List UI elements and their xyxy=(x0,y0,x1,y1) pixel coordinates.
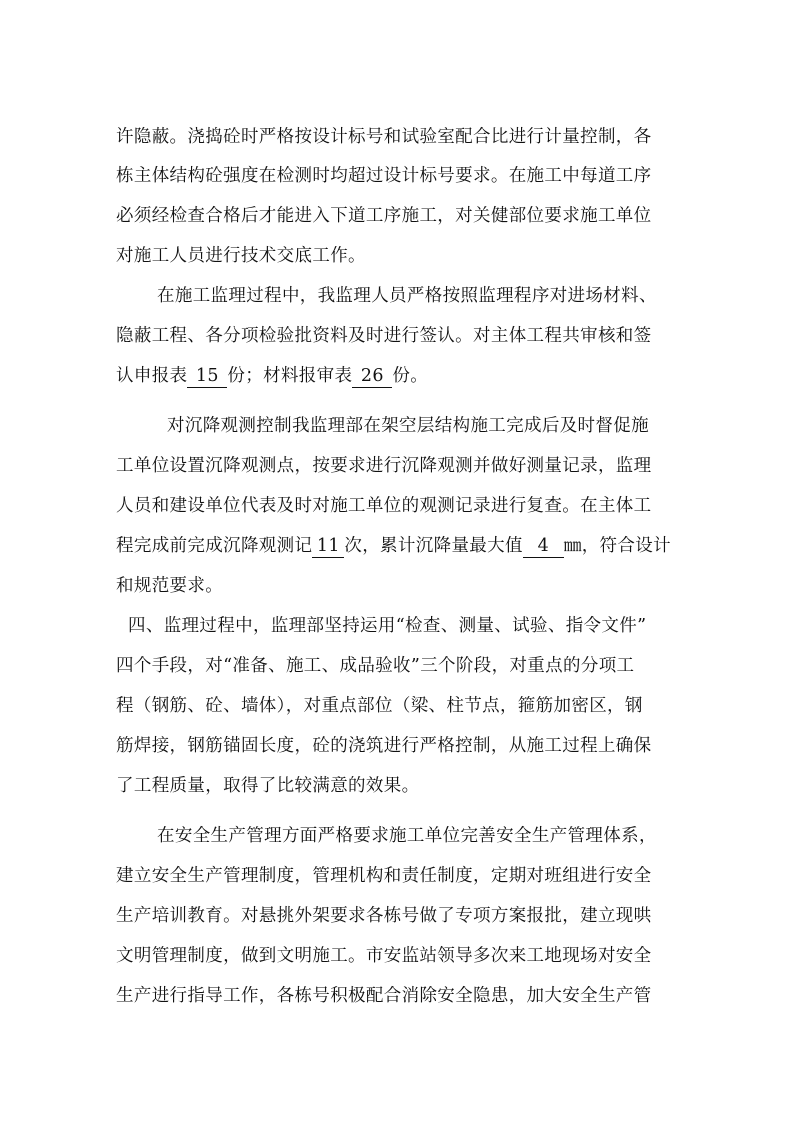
text-line: 工单位设置沉降观测点，按要求进行沉降观测并做好测量记录，监理 xyxy=(116,455,652,476)
paragraph-first-line: 对沉降观测控制我监理部在架空层结构施工完成后及时督促施 xyxy=(167,415,649,436)
text-line: 程（钢筋、砼、墙体），对重点部位（梁、柱节点，箍筋加密区，钢 xyxy=(116,695,643,716)
text-line: 对施工人员进行技术交底工作。 xyxy=(116,245,366,266)
text-line: 了工程质量，取得了比较满意的效果。 xyxy=(116,775,420,796)
report-middle: 份；材料报审表 xyxy=(227,365,353,386)
report-count-value: 15 xyxy=(187,366,227,388)
text-line: 人员和建设单位代表及时对施工单位的观测记录进行复查。在主体工 xyxy=(116,495,652,516)
text-line: 必须经检查合格后才能进入下道工序施工，对关健部位要求施工单位 xyxy=(116,205,652,226)
settlement-suffix: ㎜，符合设计 xyxy=(563,535,671,556)
text-line: 生产进行指导工作，各栋号积极配合消除安全隐患，加大安全生产管 xyxy=(116,985,652,1006)
settlement-prefix: 程完成前完成沉降观测记 xyxy=(116,535,313,556)
settlement-line xyxy=(116,534,681,558)
material-count-value: 26 xyxy=(352,366,392,388)
text-line: 文明管理制度，做到文明施工。市安监站领导多次来工地现场对安全 xyxy=(116,945,652,966)
report-suffix: 份。 xyxy=(392,365,429,386)
settlement-middle: 次，累计沉降量最大值 xyxy=(344,535,523,556)
text-line: 许隐蔽。浇捣砼时严格按设计标号和试验室配合比进行计量控制，各 xyxy=(116,126,652,147)
report-count-line xyxy=(116,364,681,388)
text-line: 和规范要求。 xyxy=(116,575,224,596)
text-line: 栋主体结构砼强度在检测时均超过设计标号要求。在施工中每道工序 xyxy=(116,165,652,186)
paragraph-first-line: 在施工监理过程中，我监理人员严格按照监理程序对进场材料、 xyxy=(157,285,657,306)
max-settlement-value: 4 xyxy=(523,536,564,558)
paragraph-first-line: 在安全生产管理方面严格要求施工单位完善安全生产管理体系， xyxy=(157,825,657,846)
report-prefix: 认申报表 xyxy=(116,365,188,386)
text-line: 筋焊接，钢筋锚固长度，砼的浇筑进行严格控制，从施工过程上确保 xyxy=(116,735,652,756)
text-line: 隐蔽工程、各分项检验批资料及时进行签认。对主体工程共审核和签 xyxy=(116,325,652,346)
section-four-line: 四、监理过程中，监理部坚持运用“检查、测量、试验、指令文件” xyxy=(128,615,647,636)
text-line: 四个手段，对“准备、施工、成品验收”三个阶段，对重点的分项工 xyxy=(116,655,635,676)
text-line: 生产培训教育。对悬挑外架要求各栋号做了专项方案报批，建立现哄 xyxy=(116,905,652,926)
text-line: 建立安全生产管理制度，管理机构和责任制度，定期对班组进行安全 xyxy=(116,865,652,886)
observation-count-value: 11 xyxy=(312,536,344,558)
